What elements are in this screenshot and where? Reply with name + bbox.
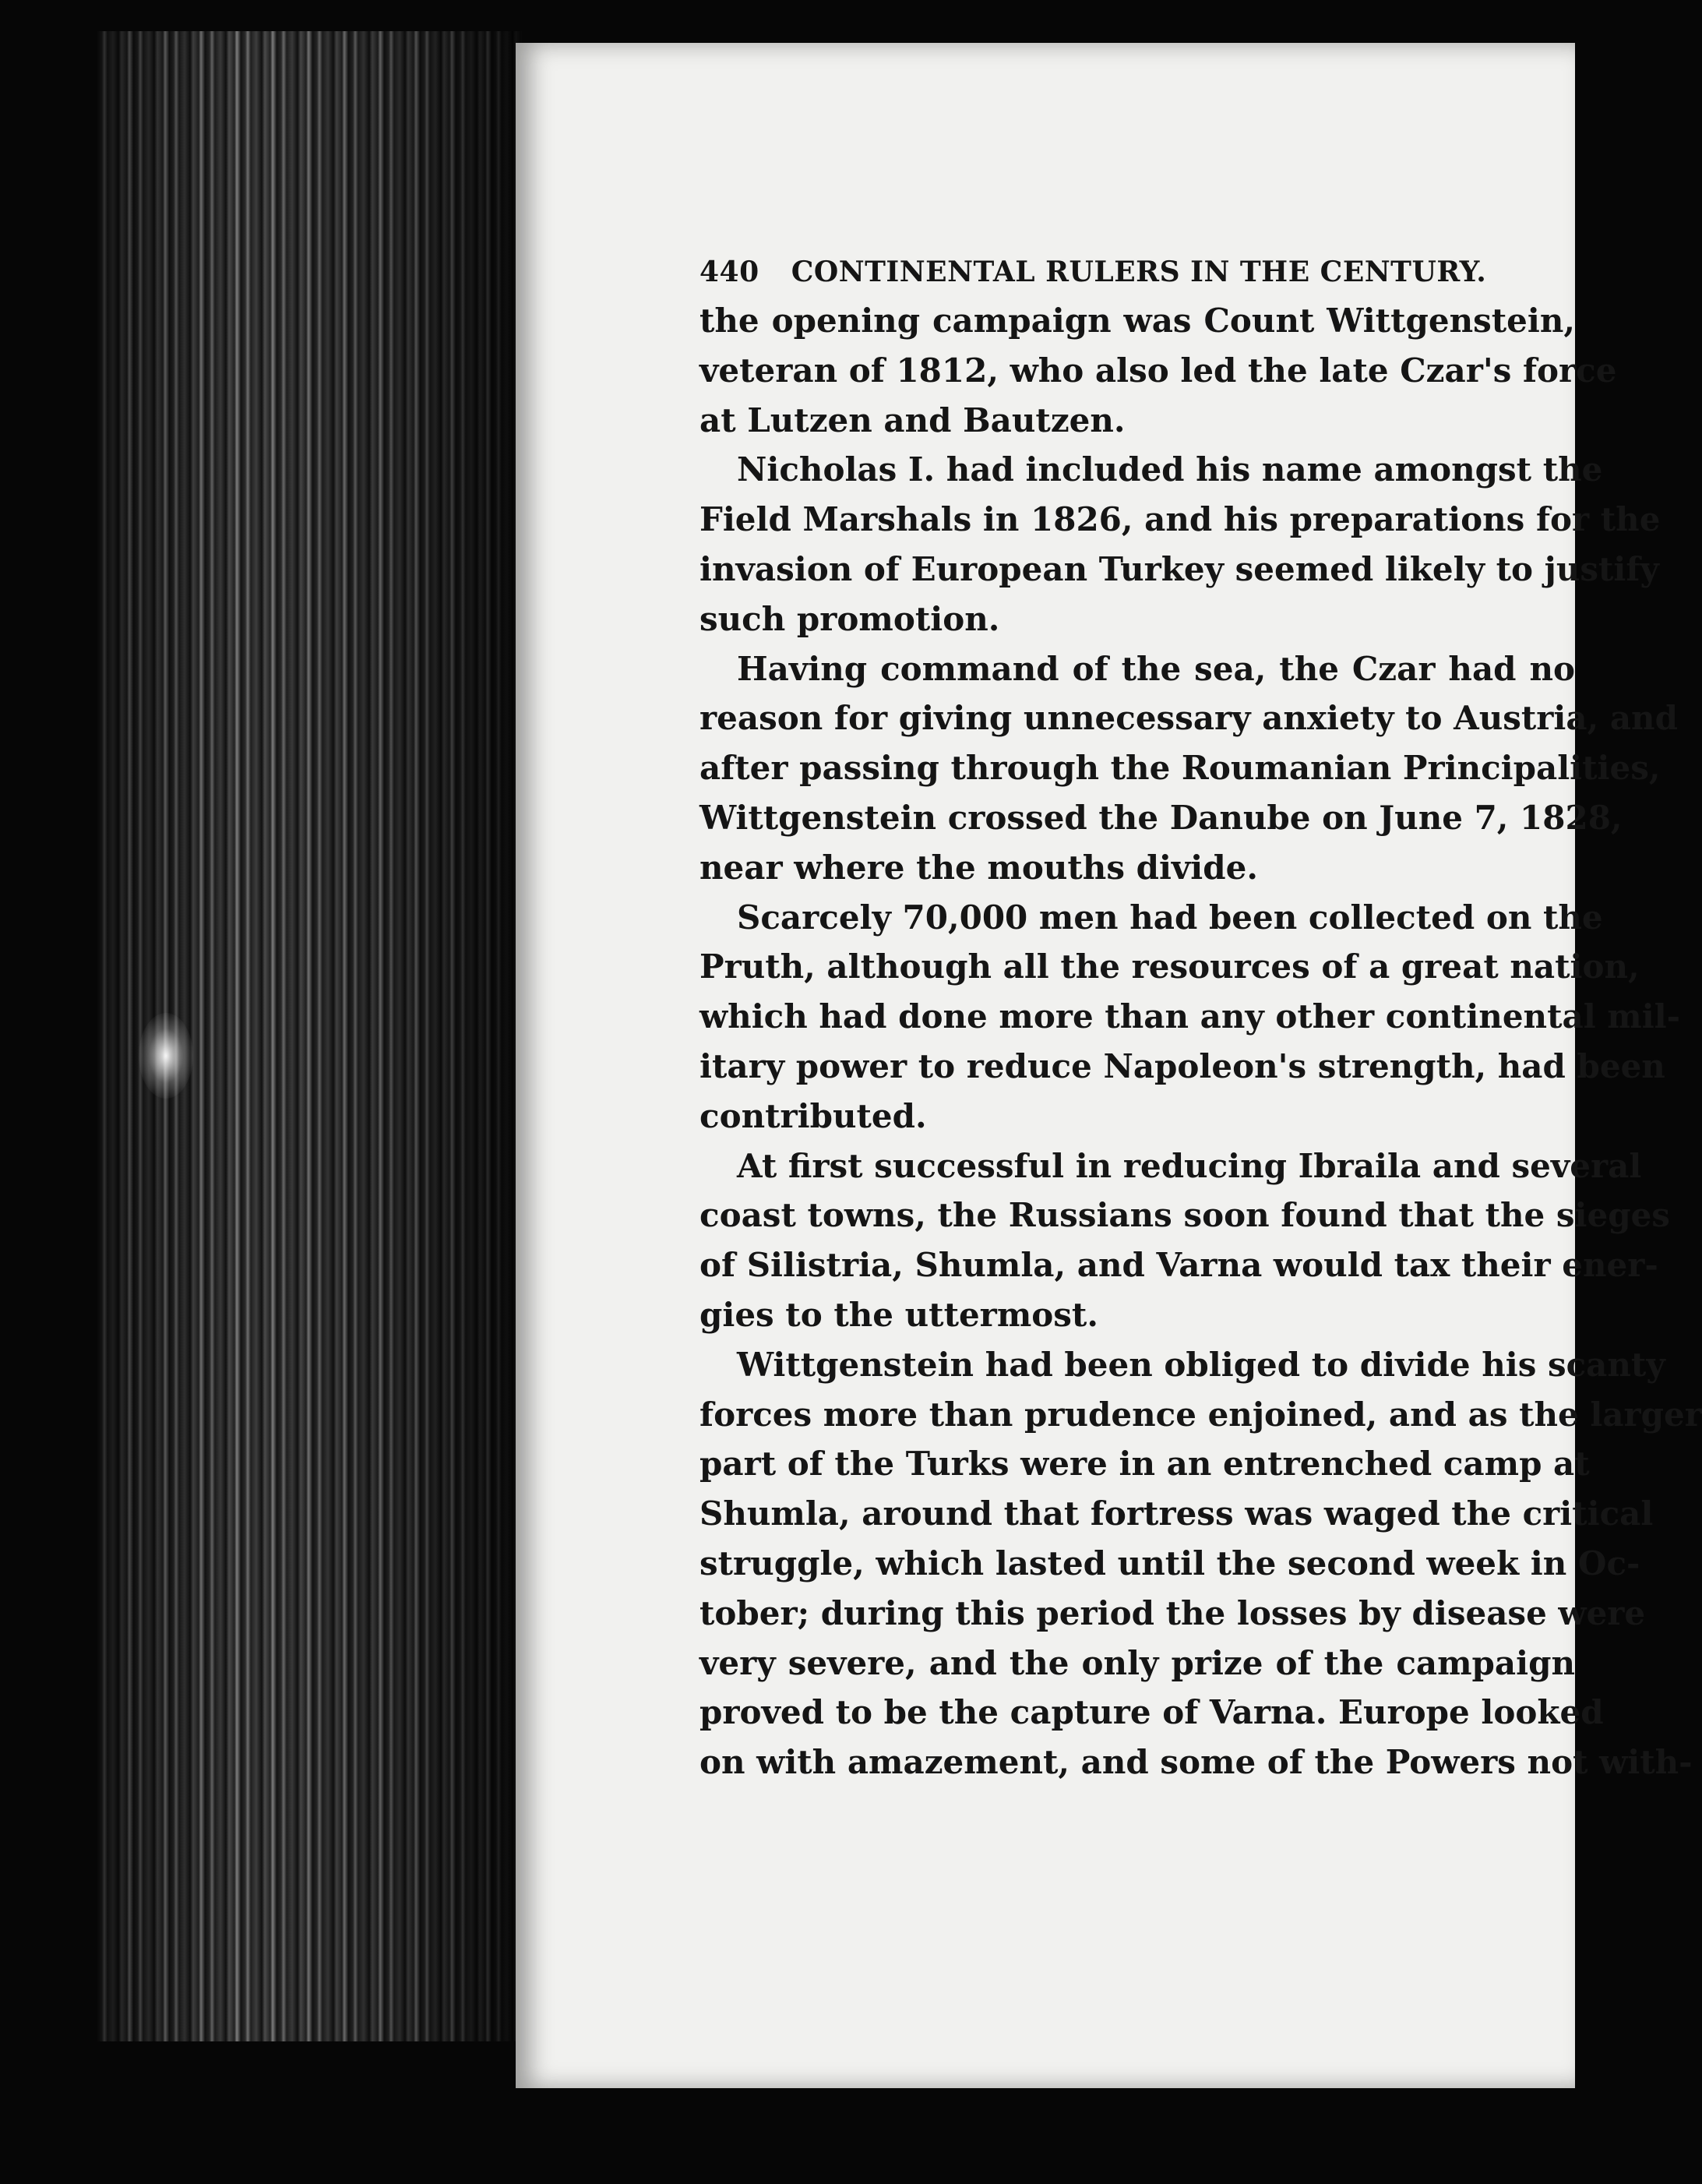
text-line: Shumla, around that fortress was waged the critical — [699, 1494, 1654, 1533]
text-line: very severe, and the only prize of the campaign — [699, 1643, 1575, 1682]
running-title: CONTINENTAL RULERS IN THE CENTURY. — [791, 256, 1487, 288]
page-text-block — [699, 248, 1702, 1837]
text-line: Having command of the sea, the Czar had no — [737, 649, 1575, 688]
text-line: Wittgenstein crossed the Danube on June 7, 1828, — [699, 798, 1623, 837]
text-line: part of the Turks were in an entrenched camp at — [699, 1445, 1590, 1484]
text-line: invasion of European Turkey seemed likely to justify — [699, 549, 1659, 588]
text-line: Wittgenstein had been obliged to divide his scanty — [737, 1345, 1665, 1384]
text-line: gies to the uttermost. — [699, 1295, 1098, 1334]
running-head — [699, 248, 1575, 296]
text-line: which had done more than any other continental mil- — [699, 997, 1681, 1036]
text-line: tober; during this period the losses by disease were — [699, 1593, 1646, 1632]
text-line: after passing through the Roumanian Principalities, — [699, 749, 1661, 788]
text-line: Pruth, although all the resources of a great nation, — [699, 947, 1640, 986]
text-line: coast towns, the Russians soon found that the sieges — [699, 1196, 1670, 1235]
text-line: At first successful in reducing Ibraila and several — [737, 1146, 1642, 1185]
light-glare — [139, 1013, 193, 1099]
text-line: reason for giving unnecessary anxiety to Austria, and — [699, 699, 1678, 738]
text-line: veteran of 1812, who also led the late Czar's force — [699, 351, 1617, 390]
text-line: near where the mouths divide. — [699, 848, 1258, 887]
text-line: at Lutzen and Bautzen. — [699, 400, 1126, 439]
text-line: forces more than prudence enjoined, and as the larger — [699, 1395, 1702, 1434]
text-line: contributed. — [699, 1096, 927, 1135]
text-line: Nicholas I. had included his name amongst the — [737, 450, 1603, 489]
page-number: 440 — [699, 256, 759, 288]
text-line: Scarcely 70,000 men had been collected on the — [737, 898, 1603, 937]
text-line: the opening campaign was Count Wittgenstein, — [699, 302, 1575, 340]
text-line: on with amazement, and some of the Powers not with- — [699, 1743, 1693, 1782]
body-text — [699, 296, 1702, 1787]
text-line: struggle, which lasted until the second week in Oc- — [699, 1544, 1640, 1582]
text-line: Field Marshals in 1826, and his preparations for the — [699, 500, 1661, 539]
text-line: such promotion. — [699, 599, 1000, 638]
text-line: itary power to reduce Napoleon's strength, had been — [699, 1046, 1665, 1085]
text-line: proved to be the capture of Varna. Europe looked — [699, 1693, 1604, 1732]
text-line: of Silistria, Shumla, and Varna would tax their ener- — [699, 1246, 1658, 1285]
